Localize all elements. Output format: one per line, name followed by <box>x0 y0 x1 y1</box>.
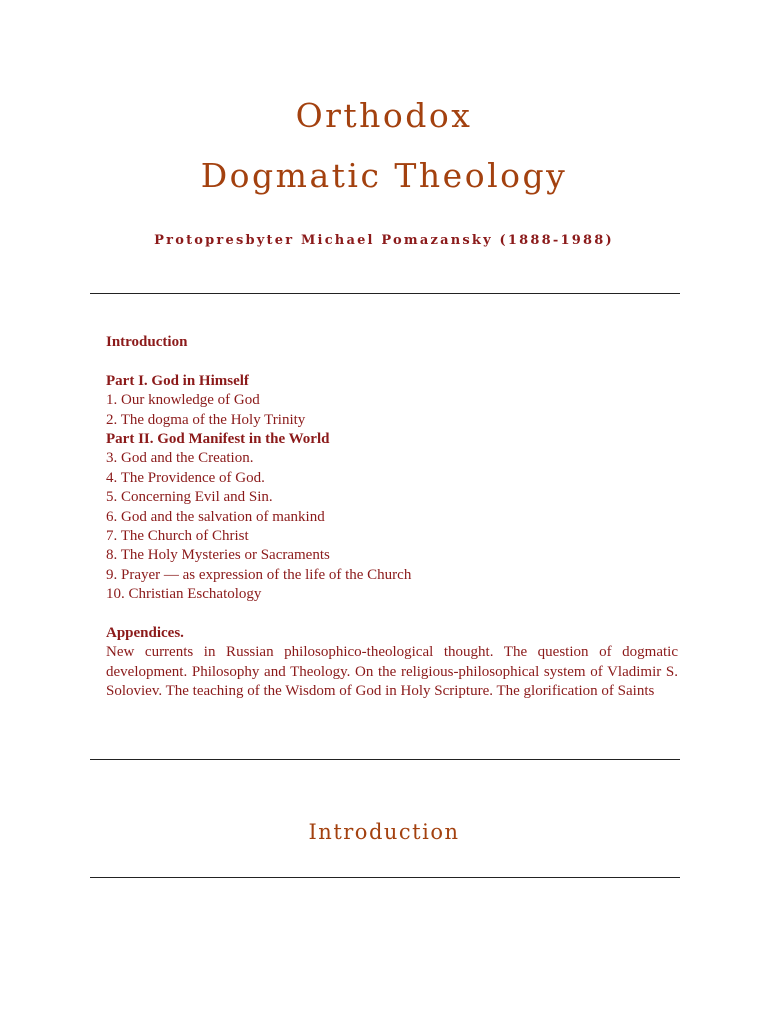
toc-item[interactable]: 5. Concerning Evil and Sin. <box>106 489 273 506</box>
divider-bottom <box>90 877 680 878</box>
section-title-introduction: Introduction <box>308 820 460 844</box>
toc-part-1-heading[interactable]: Part I. God in Himself <box>106 372 249 389</box>
toc-part-2-heading[interactable]: Part II. God Manifest in the World <box>106 431 330 448</box>
author-line: Protopresbyter Michael Pomazansky (1888-1988) <box>154 233 614 248</box>
toc-item[interactable]: 3. God and the Creation. <box>106 450 254 467</box>
table-of-contents <box>106 333 678 702</box>
toc-item[interactable]: 9. Prayer — as expression of the life of the Church <box>106 566 412 583</box>
toc-item[interactable]: 6. God and the salvation of mankind <box>106 508 325 525</box>
divider-top <box>90 293 680 294</box>
divider-middle <box>90 759 680 760</box>
toc-item[interactable]: 10. Christian Eschatology <box>106 586 262 603</box>
toc-spacer <box>106 352 678 371</box>
document-title-line-2: Dogmatic Theology <box>200 156 568 195</box>
toc-spacer <box>106 605 678 624</box>
toc-introduction-link[interactable]: Introduction <box>106 334 188 350</box>
document-title-line-1: Orthodox <box>295 96 473 135</box>
toc-item[interactable]: 8. The Holy Mysteries or Sacraments <box>106 547 330 564</box>
toc-appendices-heading[interactable]: Appendices. <box>106 625 184 642</box>
toc-item[interactable]: 7. The Church of Christ <box>106 528 249 545</box>
toc-item[interactable]: 2. The dogma of the Holy Trinity <box>106 411 306 428</box>
toc-item[interactable]: 4. The Providence of God. <box>106 469 265 486</box>
toc-appendices-text[interactable]: New currents in Russian philosophico-theological thought. The question of dogmatic development. Philosophy and Theology. On the religious-philosophical system of Vladimir S. Soloviev. The teaching of the Wisdom of God in Holy Scripture. The glorification of Saints <box>106 644 678 700</box>
toc-item[interactable]: 1. Our knowledge of God <box>106 392 260 409</box>
